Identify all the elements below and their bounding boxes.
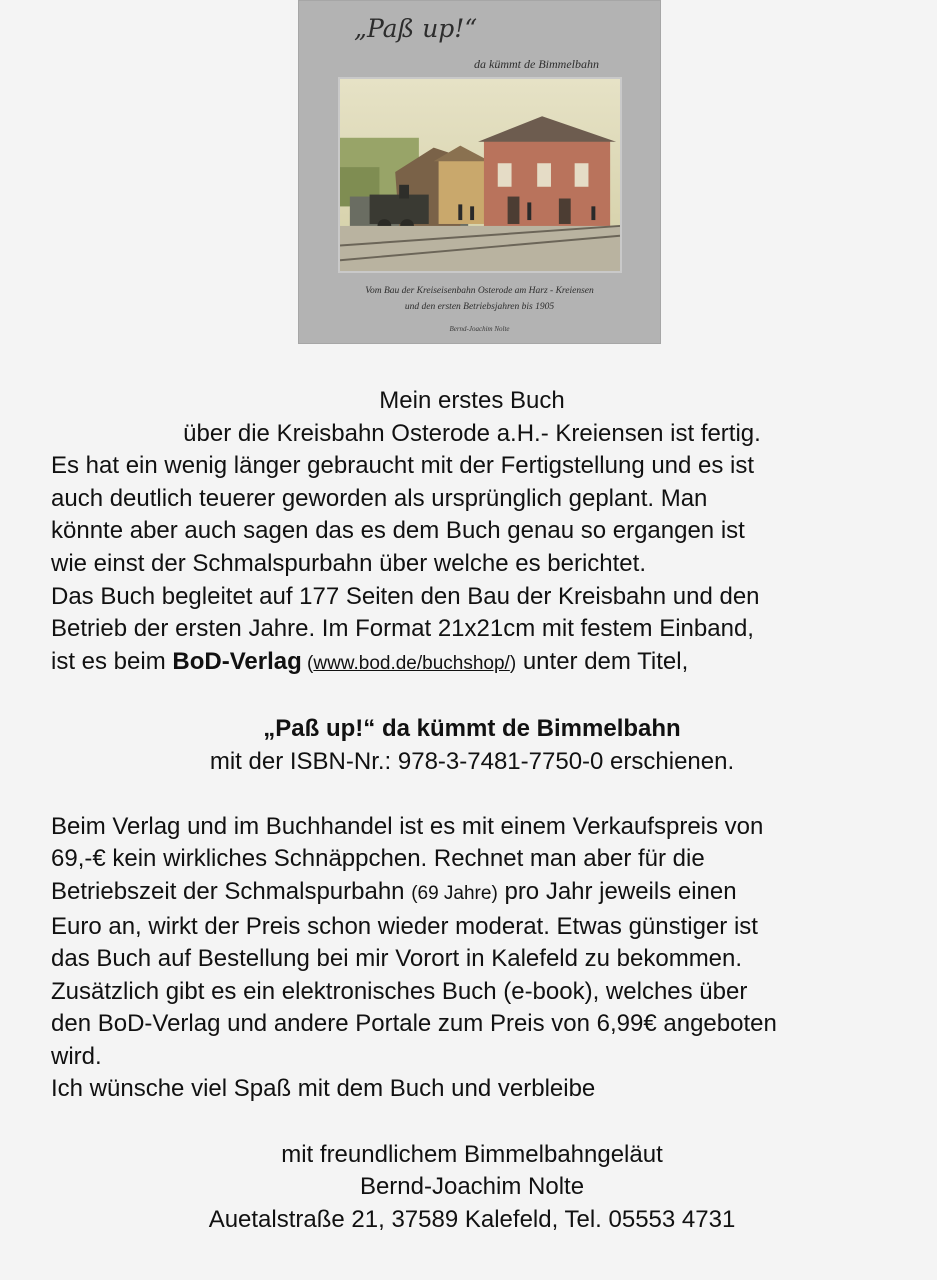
publisher-name: BoD-Verlag [172, 647, 302, 675]
paragraph-line: 69,-€ kein wirkliches Schnäppchen. Rechnet man aber für die [51, 845, 705, 873]
intro-line: über die Kreisbahn Osterode a.H.- Kreiensen ist fertig. [183, 419, 761, 447]
cover-subtitle: da kümmt de Bimmelbahn [474, 57, 599, 71]
bod-shop-link[interactable]: www.bod.de/buchshop/ [313, 652, 510, 674]
publisher-suffix: unter dem Titel, [516, 647, 689, 675]
publisher-line [51, 646, 901, 681]
book-cover-image [298, 0, 661, 344]
paragraph-text: pro Jahr jeweils einen [497, 877, 737, 905]
book-title: „Paß up!“ da kümmt de Bimmelbahn [263, 714, 681, 742]
paragraph-line [51, 876, 901, 911]
paragraph-line: Das Buch begleitet auf 177 Seiten den Bau der Kreisbahn und den [51, 582, 760, 610]
paragraph-line: könnte aber auch sagen das es dem Buch genau so ergangen ist [51, 517, 745, 545]
cover-caption [298, 283, 661, 315]
cover-caption-line: und den ersten Betriebsjahren bis 1905 [404, 302, 555, 312]
author-name: Bernd-Joachim Nolte [359, 1173, 585, 1201]
paragraph-line: auch deutlich teuerer geworden als ursprünglich geplant. Man [51, 484, 708, 512]
isbn-line: mit der ISBN-Nr.: 978-3-7481-7750-0 erschienen. [209, 747, 735, 775]
link-paren-close: ) [509, 652, 517, 674]
closing-greeting: mit freundlichem Bimmelbahngeläut [281, 1140, 663, 1168]
paragraph-line: Ich wünsche viel Spaß mit dem Buch und verbleibe [51, 1075, 596, 1103]
cover-title: „Paß up!“ [354, 14, 478, 43]
paragraph-line: Zusätzlich gibt es ein elektronisches Buch (e-book), welches über [51, 977, 748, 1005]
paragraph-line: wird. [51, 1042, 102, 1070]
paragraph-line: Betrieb der ersten Jahre. Im Format 21x21cm mit festem Einband, [51, 615, 754, 643]
cover-painting-station [338, 77, 622, 273]
article-body [51, 385, 901, 1236]
spacer [51, 680, 901, 713]
paragraph-line: das Buch auf Bestellung bei mir Vorort in Kalefeld zu bekommen. [51, 945, 743, 973]
publisher-prefix: ist es beim [51, 647, 173, 675]
paragraph-line: wie einst der Schmalspurbahn über welche es berichtet. [51, 549, 646, 577]
paragraph-text: Betriebszeit der Schmalspurbahn [51, 877, 412, 905]
paragraph-line: Es hat ein wenig länger gebraucht mit der Fertigstellung und es ist [51, 452, 755, 480]
author-address: Auetalstraße 21, 37589 Kalefeld, Tel. 05553 4731 [208, 1205, 736, 1233]
cover-author: Bernd-Joachim Nolte [449, 325, 510, 333]
spacer [51, 1106, 901, 1139]
intro-line: Mein erstes Buch [379, 387, 565, 414]
paragraph-line: den BoD-Verlag und andere Portale zum Preis von 6,99€ angeboten [51, 1010, 777, 1038]
link-paren-open: ( [301, 652, 314, 674]
paragraph-line: Beim Verlag und im Buchhandel ist es mit einem Verkaufspreis von [51, 812, 764, 840]
cover-caption-line: Vom Bau der Kreiseisenbahn Osterode am Harz - Kreiensen [365, 286, 594, 296]
spacer [51, 778, 901, 811]
years-note: (69 Jahre) [411, 882, 498, 904]
paragraph-line: Euro an, wirkt der Preis schon wieder moderat. Etwas günstiger ist [51, 912, 758, 940]
